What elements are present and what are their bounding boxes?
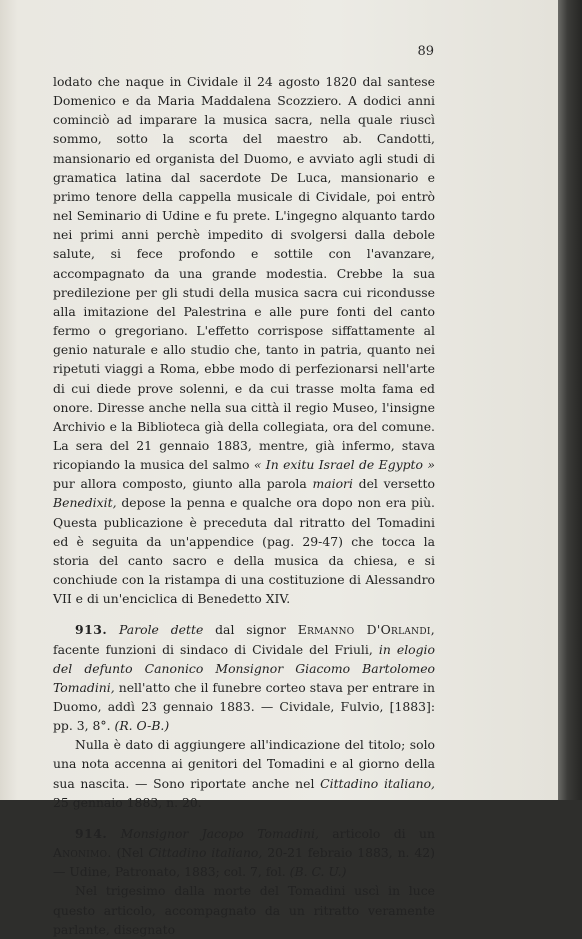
entry-913-author: Ermanno D'Orlandi, (297, 622, 435, 638)
entry-914-author: Anonimo. (53, 845, 112, 861)
entry-914: 914. Monsignor Jacopo Tomadini, articolo di un Anonimo. (Nel Cittadino italiano, 20-21 febraio 1883, n. 42) — Udine, Patronato, 1883; col. 7, fol. (B. C. U.) (53, 825, 435, 880)
entry-914-note: Nel trigesimo dalla morte del Tomadini uscì in luce questo articolo, accompagnato da un ritratto veramente parlante, disegnato (53, 883, 435, 937)
entry-913-title: Parole dette (119, 622, 204, 638)
entry-913-note: Nulla è dato di aggiungere all'indicazione del titolo; solo una nota accenna ai genitori del Tomadini e al giorno della sua nascita. — Sono riportate anche nel Cittadino italiano, 25 gennaio 1883, n. 20. (53, 737, 435, 810)
psalm-title: « In exitu Israel de Egypto » (253, 457, 435, 473)
page-text (53, 72, 435, 939)
paragraph-tomadini-biography: lodato che naque in Cividale il 24 agosto 1820 dal santese Domenico e da Maria Maddalena Scozziero. A dodici anni cominciò ad imparare la musica sacra, nella quale riuscì sommo, sotto la scorta del maestro ab. Candotti, mansionario ed organista del Duomo, e avviato agli studi di gramatica latina dal sacerdote De Luca, mansionario e primo tenore della cappella musicale di Cividale, poi entrò nel Seminario di Udine e fu prete. L'ingegno alquanto tardo nei primi anni perchè impedito di svolgersi dalla debole salute, si fece profondo e sottile con l'avanzare, accompagnato da una grande modestia. Crebbe la sua predilezione per gli studi della musica sacra cui ricondusse alla imitazione del Palestrina e alle pure fonti del canto fermo o gregoriano. L'effetto corrispose siffattamente al genio naturale e allo studio che, tanto in patria, quanto nei ripetuti viaggi a Roma, ebbe modo di perfezionarsi nell'arte di cui diede prove solenni, e da cui trasse molta fama ed onore. Diresse anche nella sua città il regio Museo, l'insigne Archivio e la Biblioteca già della collegiata, ora del comune. La sera del 21 gennaio 1883, mentre, già infermo, stava ricopiando la musica del salmo « In exitu Israel de Egypto » pur allora composto, giunto alla parola maiori del versetto Benedixit, depose la penna e qualche ora dopo non era più. Questa publicazione è preceduta dal ritratto del Tomadini ed è seguita da un'appendice (pag. 29-47) che tocca la storia del canto sacro e della musica da chiesa, e si conchiude con la ristampa di una costituzione di Alessandro VII e di un'enciclica di Benedetto XIV. (53, 74, 435, 607)
entry-913-number: 913. (75, 622, 108, 638)
entry-913-source: (R. O-B.) (114, 718, 170, 734)
entry-913: 913. Parole dette dal signor Ermanno D'Orlandi, facente funzioni di sindaco di Cividale del Friuli, in elogio del defunto Canonico Monsignor Giacomo Bartolomeo Tomadini, nell'atto che il funebre corteo stava per entrare in Duomo, addì 23 gennaio 1883. — Cividale, Fulvio, [1883]: pp. 3, 8°. (R. O-B.) (53, 622, 435, 734)
entry-914-title: Monsignor Jacopo Tomadini, (120, 825, 319, 841)
entry-914-source: (B. C. U.) (289, 864, 347, 880)
entry-914-number: 914. (75, 825, 108, 841)
book-spine-shadow (558, 0, 582, 800)
page-number: 89 (417, 44, 434, 59)
